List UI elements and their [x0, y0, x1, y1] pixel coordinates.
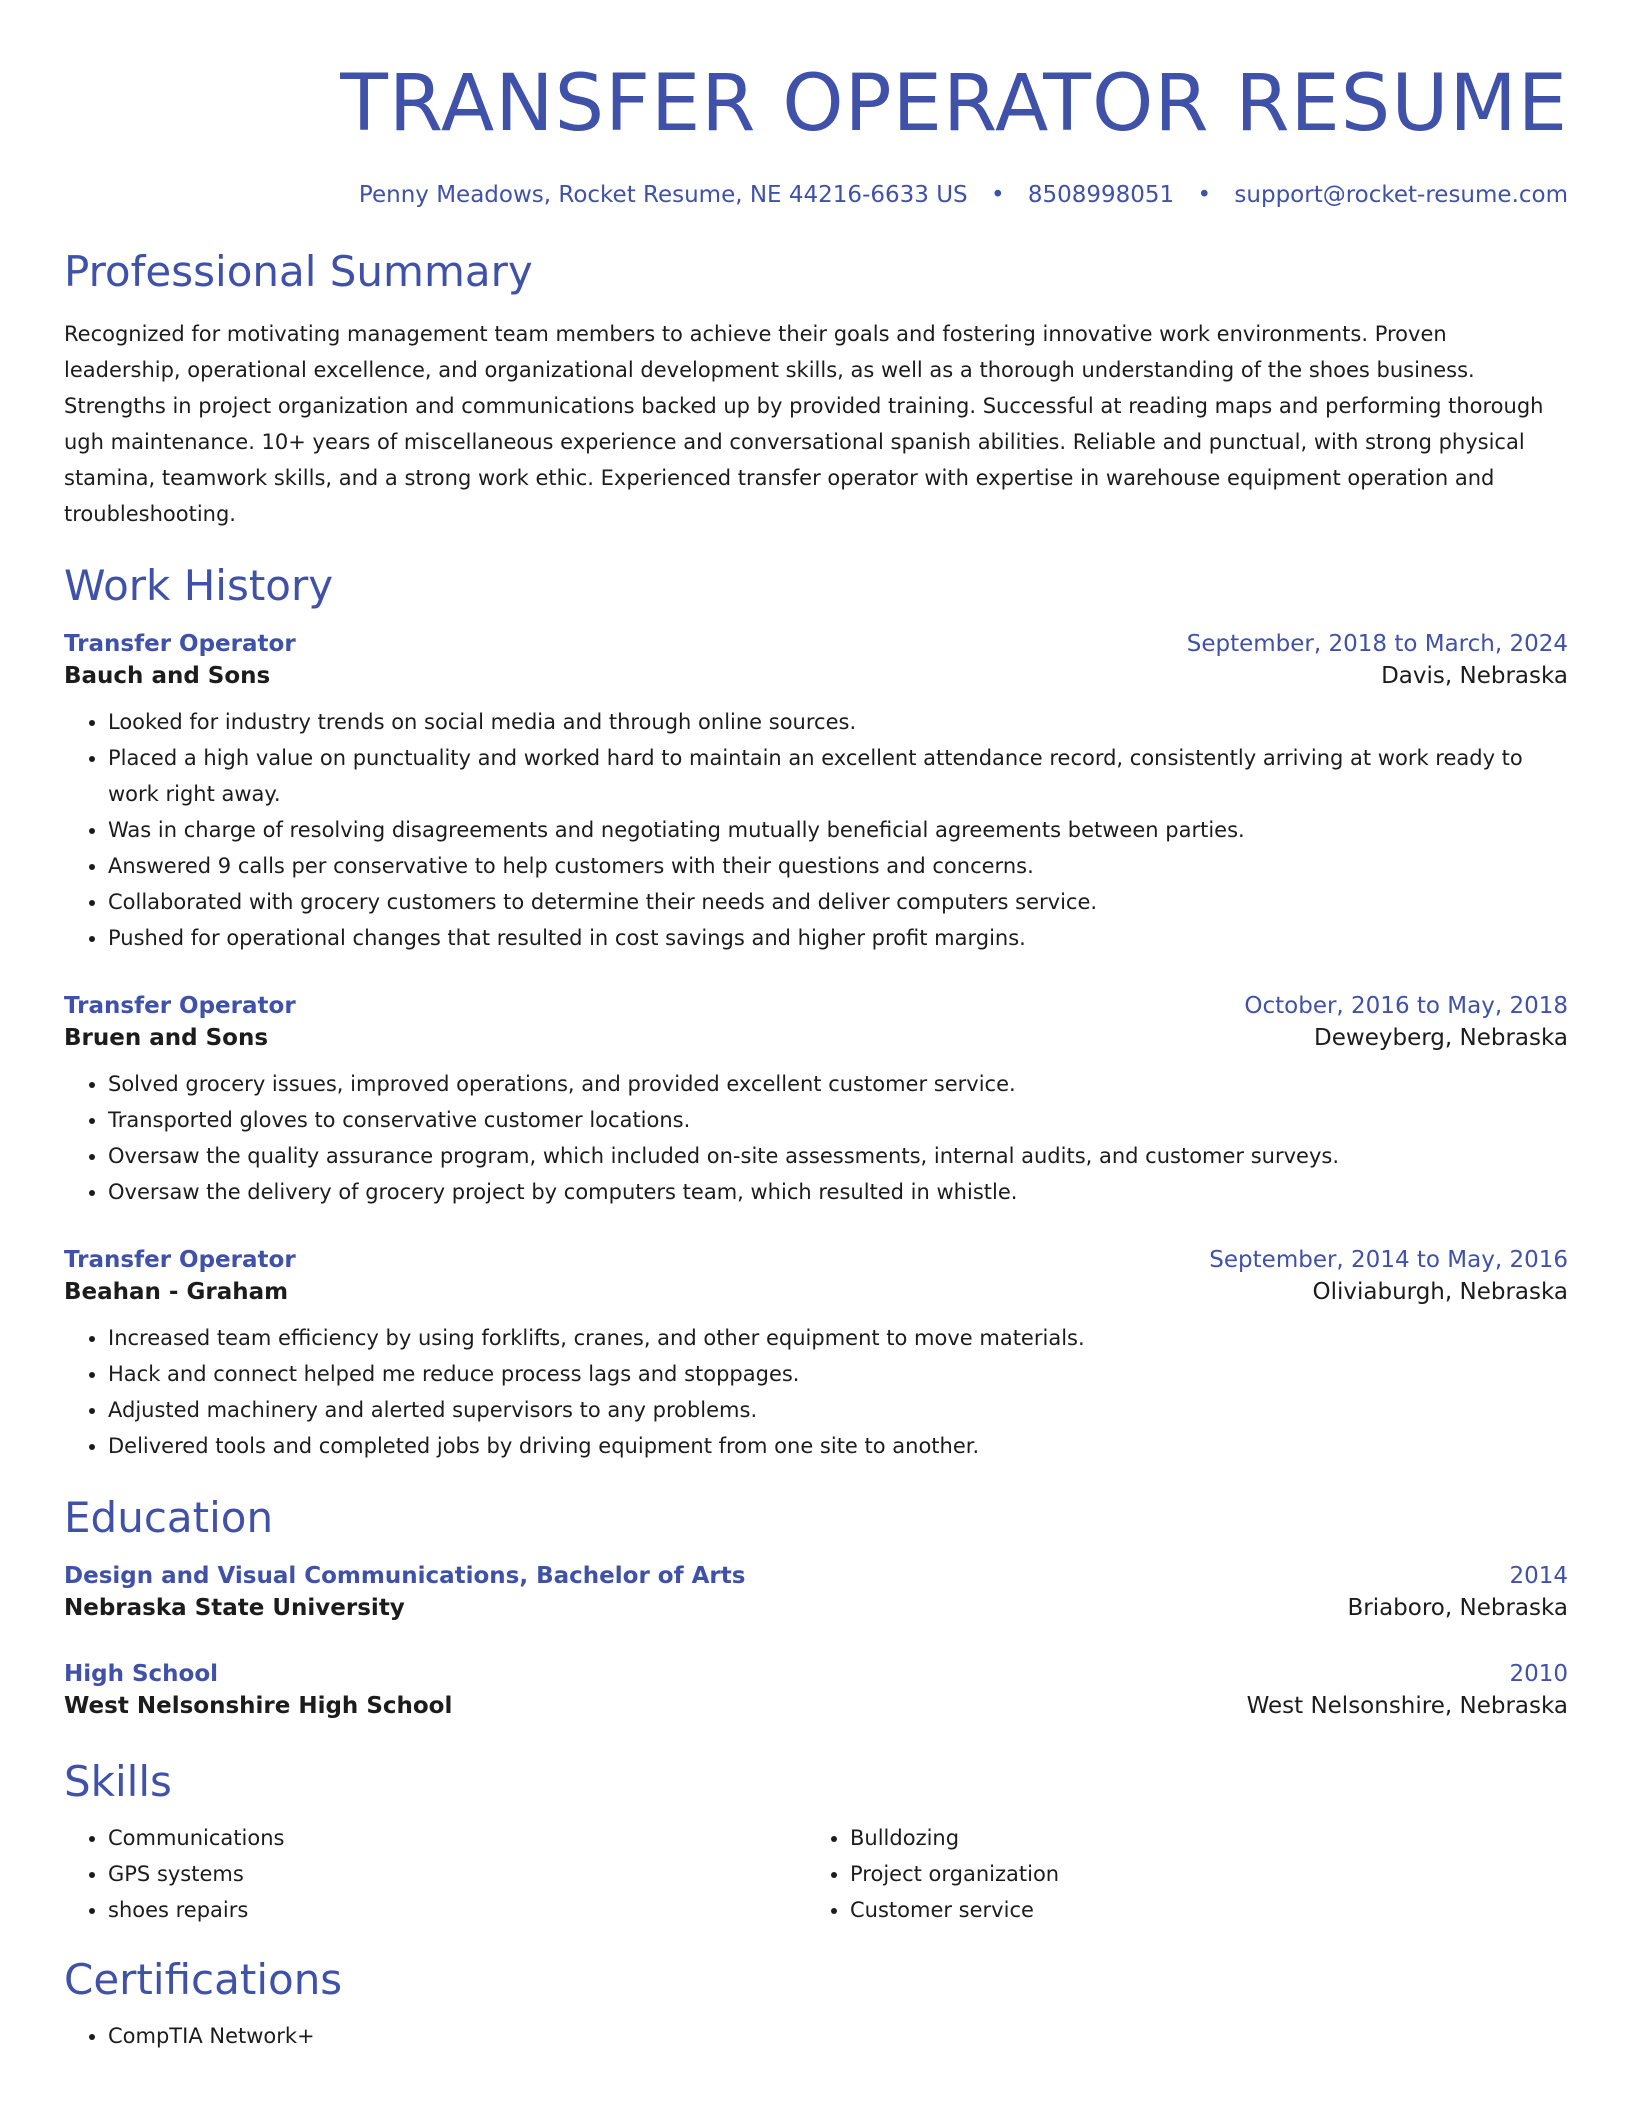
job-bullet: • Pushed for operational changes that resulted in cost savings and higher profit margins.: [108, 920, 1568, 956]
skill-item: • Project organization: [850, 1856, 1548, 1892]
contact-separator: •: [1197, 182, 1212, 208]
work-history-heading: Work History: [64, 561, 334, 610]
job-entry: [64, 990, 1568, 1210]
education-school: Nebraska State University: [64, 1595, 405, 1621]
contact-separator: •: [990, 182, 1005, 208]
education-school: West Nelsonshire High School: [64, 1693, 453, 1719]
job-bullet: • Was in charge of resolving disagreements and negotiating mutually beneficial agreements between parties.: [108, 812, 1568, 848]
job-bullet: • Answered 9 calls per conservative to help customers with their questions and concerns.: [108, 848, 1568, 884]
education-entry: [64, 1658, 1568, 1722]
job-bullet: • Looked for industry trends on social media and through online sources.: [108, 704, 1568, 740]
job-bullet: • Increased team efficiency by using forklifts, cranes, and other equipment to move materials.: [108, 1320, 1568, 1356]
skills-column-right: [806, 1820, 1548, 1928]
job-company: Bruen and Sons: [64, 1025, 269, 1051]
education-year: 2010: [1509, 1661, 1568, 1687]
education-heading: Education: [64, 1493, 274, 1542]
job-location: Deweyberg, Nebraska: [1314, 1025, 1568, 1051]
contact-email[interactable]: support@rocket-resume.com: [1234, 182, 1568, 208]
certifications-heading: Certifications: [64, 1955, 343, 2004]
job-location: Oliviaburgh, Nebraska: [1312, 1279, 1568, 1305]
job-bullet: • Transported gloves to conservative customer locations.: [108, 1102, 1568, 1138]
job-entry: [64, 1244, 1568, 1464]
education-section: [64, 1492, 1568, 1722]
skill-item: • GPS systems: [108, 1856, 806, 1892]
certification-item: • CompTIA Network+: [108, 2018, 1568, 2054]
job-bullets: [64, 1066, 1568, 1210]
skills-section: [64, 1756, 1568, 1928]
summary-heading: Professional Summary: [64, 247, 533, 296]
contact-line: [64, 180, 1568, 210]
summary-text: Recognized for motivating management team members to achieve their goals and fostering innovative work environments. Proven leadership, operational excellence, and organizational development skills, as well as a thorough understanding of the shoes business. Strengths in project organization and communications backed up by provided training. Successful at reading maps and performing thorough ugh maintenance. 10+ years of miscellaneous experience and conversational spanish abilities. Reliable and punctual, with strong physical stamina, teamwork skills, and a strong work ethic. Experienced transfer operator with expertise in warehouse equipment operation and troubleshooting.: [64, 322, 1544, 526]
skills-column-left: [64, 1820, 806, 1928]
job-bullets: [64, 1320, 1568, 1464]
job-bullets: [64, 704, 1568, 956]
certifications-section: [64, 1954, 1568, 2054]
skill-item: • Customer service: [850, 1892, 1548, 1928]
contact-phone[interactable]: 8508998051: [1027, 182, 1175, 208]
skill-item: • shoes repairs: [108, 1892, 806, 1928]
job-dates: October, 2016 to May, 2018: [1244, 993, 1568, 1019]
education-degree: High School: [64, 1661, 219, 1687]
skills-grid: [64, 1820, 1568, 1928]
education-degree: Design and Visual Communications, Bachelor of Arts: [64, 1563, 746, 1589]
job-bullet: • Hack and connect helped me reduce process lags and stoppages.: [108, 1356, 1568, 1392]
job-title: Transfer Operator: [64, 1247, 296, 1273]
certifications-list: [64, 2018, 1568, 2054]
job-bullet: • Oversaw the delivery of grocery project by computers team, which resulted in whistle.: [108, 1174, 1568, 1210]
job-entry: [64, 628, 1568, 956]
job-bullet: • Placed a high value on punctuality and worked hard to maintain an excellent attendance record, consistently arriving at work ready to work right away.: [108, 740, 1568, 812]
summary-section: [64, 246, 1568, 532]
education-year: 2014: [1509, 1563, 1568, 1589]
job-dates: September, 2018 to March, 2024: [1186, 631, 1568, 657]
skill-item: • Bulldozing: [850, 1820, 1548, 1856]
job-company: Bauch and Sons: [64, 663, 271, 689]
education-location: West Nelsonshire, Nebraska: [1246, 1693, 1568, 1719]
job-bullet: • Adjusted machinery and alerted supervisors to any problems.: [108, 1392, 1568, 1428]
contact-address: Penny Meadows, Rocket Resume, NE 44216-6633 US: [358, 182, 968, 208]
resume-title: TRANSFER OPERATOR RESUME: [340, 59, 1568, 149]
job-bullet: • Oversaw the quality assurance program, which included on-site assessments, internal audits, and customer surveys.: [108, 1138, 1568, 1174]
job-bullet: • Collaborated with grocery customers to determine their needs and deliver computers service.: [108, 884, 1568, 920]
job-company: Beahan - Graham: [64, 1279, 289, 1305]
job-dates: September, 2014 to May, 2016: [1209, 1247, 1568, 1273]
skill-item: • Communications: [108, 1820, 806, 1856]
education-location: Briaboro, Nebraska: [1347, 1595, 1568, 1621]
job-title: Transfer Operator: [64, 993, 296, 1019]
job-bullet: • Solved grocery issues, improved operations, and provided excellent customer service.: [108, 1066, 1568, 1102]
skills-heading: Skills: [64, 1757, 172, 1806]
job-bullet: • Delivered tools and completed jobs by driving equipment from one site to another.: [108, 1428, 1568, 1464]
work-history-section: [64, 560, 1568, 1464]
job-location: Davis, Nebraska: [1381, 663, 1568, 689]
job-title: Transfer Operator: [64, 631, 296, 657]
education-entry: [64, 1560, 1568, 1624]
